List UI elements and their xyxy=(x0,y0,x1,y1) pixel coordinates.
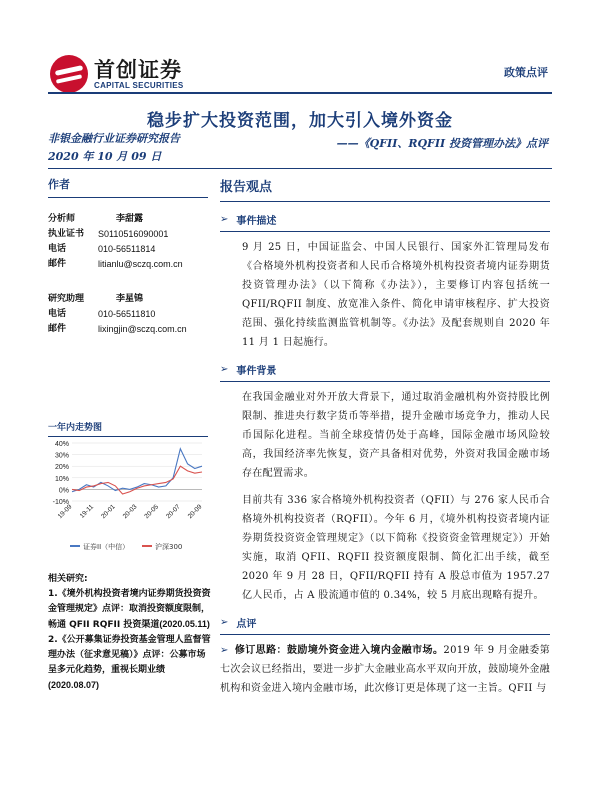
company-logo xyxy=(50,55,184,93)
section-divider xyxy=(220,634,550,635)
related-item[interactable]: 1.《境外机构投资者境内证券期货投资资金管理规定》点评：取消投资额度限制，畅通 QFII RQFII 投资渠道(2020.05.11) xyxy=(48,589,211,630)
page-subtitle: ——《QFII、RQFII 投资管理办法》点评 xyxy=(336,137,548,150)
legend-label: 沪深300 xyxy=(155,543,183,551)
x-tick-label: 19-11 xyxy=(78,503,96,520)
related-research xyxy=(48,572,214,694)
logo-cn: 首创证券 xyxy=(94,57,182,82)
phone2-label: 电话 xyxy=(48,309,67,319)
x-tick-label: 20-09 xyxy=(186,503,204,521)
cert-label: 执业证书 xyxy=(48,229,85,239)
phone-value: 010-56511814 xyxy=(98,244,156,254)
x-tick-label: 19-09 xyxy=(56,503,74,521)
assistant-label: 研究助理 xyxy=(48,294,85,304)
y-tick-label: 10% xyxy=(54,475,69,483)
related-item[interactable]: 2.《公开募集证券投资基金管理人监督管理办法（征求意见稿）》点评：公募市场呈多元化趋势，重视长期业绩(2020.08.07) xyxy=(48,635,211,690)
arrow-right-icon: ➢ xyxy=(220,645,229,656)
section-event: ➢ 事件描述 xyxy=(220,214,277,227)
report-date: 2020 年 10 月 09 日 xyxy=(48,150,162,163)
phone2-value: 010-56511810 xyxy=(98,309,156,319)
related-heading: 相关研究: xyxy=(48,574,88,584)
y-tick-label: 0% xyxy=(58,487,69,495)
analyst-name: 李甜露 xyxy=(116,214,144,224)
chart-svg xyxy=(48,437,208,555)
arrow-right-icon: ➢ xyxy=(220,214,229,225)
comment-paragraph xyxy=(220,641,550,698)
arrow-right-icon: ➢ xyxy=(220,617,229,628)
email2-value[interactable]: lixingjin@sczq.com.cn xyxy=(98,324,187,334)
page-title: 稳步扩大投资范围，加大引入境外资金 xyxy=(147,111,453,131)
legend-label: 证券II（中信） xyxy=(83,543,130,551)
x-tick-label: 20-03 xyxy=(121,503,139,521)
y-tick-label: -10% xyxy=(52,499,69,506)
y-tick-label: 20% xyxy=(54,464,69,472)
section-background: ➢ 事件背景 xyxy=(220,364,277,377)
author-panel xyxy=(48,176,208,335)
section-comment: ➢ 点评 xyxy=(220,617,257,630)
x-tick-label: 20-05 xyxy=(143,503,161,521)
phone-label: 电话 xyxy=(48,244,67,254)
industry-label: 非银金融行业证券研究报告 xyxy=(48,132,180,145)
section-divider xyxy=(220,381,550,382)
chart-title: 一年内走势图 xyxy=(48,423,103,433)
main-content xyxy=(220,176,550,698)
background-paragraph-2: 目前共有 336 家合格境外机构投资者（QFII）与 276 家人民币合格境外机构投资者（RQFII）。今年 6 月，《境外机构投资者境内证券期货投资资金管理规定》（以下简称《投资资金管理规定》）开始实施，取消 QFII、RQFII 投资额度限制、简化汇出手续，截至 2020 年 9 月 28 日，QFII/RQFII 持有 A 股总市值为 1957.27 亿人民币，占 A 股流通市值的 0.34%，较 5 月底出现略有提升。 xyxy=(242,495,550,601)
view-divider xyxy=(220,201,550,202)
comment-text: 2019 年 9 月金融委第七次会议已经指出，要进一步扩大金融业高水平双向开放，鼓励境外金融机构和资金进入境内金融市场，此次修订更是体现了这一主旨。QFII 与 xyxy=(220,645,550,694)
header-divider xyxy=(48,92,552,94)
logo-icon xyxy=(50,55,88,93)
author-heading: 作者 xyxy=(48,178,70,191)
event-paragraph: 9 月 25 日，中国证监会、中国人民银行、国家外汇管理局发布《合格境外机构投资者和人民币合格境外机构投资者境内证券期货投资管理办法》（以下简称《办法》），主要修订内容包括统一 QFII/RQFII 制度、放宽准入条件、简化申请审核程序、扩大投资范围、强化持续监测监管机制等。《办法》及配套规则自 2020 年 11 月 1 日起施行。 xyxy=(242,242,550,348)
logo-en: CAPITAL SECURITIES xyxy=(94,80,184,90)
analyst-label: 分析师 xyxy=(48,214,76,224)
view-heading: 报告观点 xyxy=(220,180,273,195)
series-line xyxy=(72,449,202,492)
email-label: 邮件 xyxy=(48,259,67,269)
y-tick-label: 40% xyxy=(54,441,69,448)
comment-bold: 修订思路：鼓励境外资金进入境内金融市场。 xyxy=(234,645,444,656)
series-line xyxy=(72,466,202,494)
background-paragraph-1: 在我国金融业对外开放大背景下，通过取消金融机构外资持股比例限制、推进央行数字货币等举措，提升金融市场竞争力，推动人民币国际化进程。当前全球疫情仍处于高峰，国际金融市场风险较高，我国经济率先恢复，资产具备相对优势，外资对我国金融市场存在配置需求。 xyxy=(242,392,550,479)
cert-value: S0110516090001 xyxy=(98,229,169,239)
trend-chart xyxy=(48,420,208,555)
x-tick-label: 20-07 xyxy=(165,503,182,521)
arrow-right-icon: ➢ xyxy=(220,364,229,375)
report-type: 政策点评 xyxy=(504,66,548,79)
email2-label: 邮件 xyxy=(48,324,67,334)
y-tick-label: 30% xyxy=(54,452,69,460)
title-divider xyxy=(48,168,552,169)
email-value[interactable]: litianlu@sczq.com.cn xyxy=(98,259,183,269)
section-divider xyxy=(220,231,550,232)
x-tick-label: 20-01 xyxy=(100,503,117,521)
assistant-name: 李星锦 xyxy=(116,294,144,304)
